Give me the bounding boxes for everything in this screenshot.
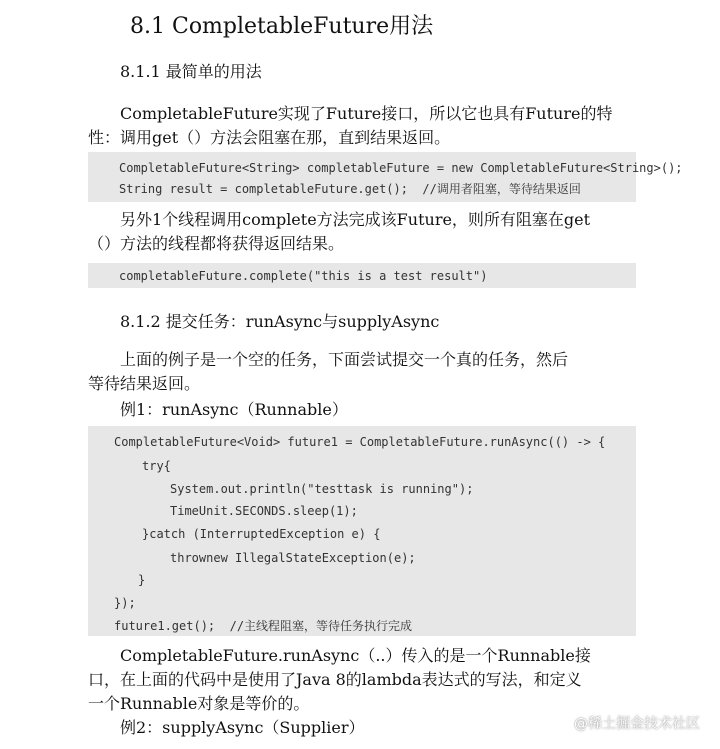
paragraph-line: 口，在上面的代码中是使用了Java 8的lambda表达式的写法，和定义: [88, 670, 582, 689]
code-block-complete: [88, 263, 636, 288]
code-line: completableFuture.complete("this is a test result"): [119, 269, 488, 283]
code-line: CompletableFuture<Void> future1 = CompletableFuture.runAsync(() -> {: [114, 435, 606, 449]
paragraph-line: CompletableFuture实现了Future接口，所以它也具有Future的特: [120, 104, 613, 123]
section-title: 8.1 CompletableFuture用法: [130, 14, 434, 39]
paragraph-line: 性：调用get（）方法会阻塞在那，直到结果返回。: [88, 128, 451, 147]
code-line: CompletableFuture<String> completableFuture = new CompletableFuture<String>();: [119, 161, 683, 175]
example-label-supplyasync: 例2：supplyAsync（Supplier）: [120, 718, 365, 737]
paragraph-complete-method: [88, 208, 636, 256]
example-label-runasync: 例1：runAsync（Runnable）: [120, 400, 348, 419]
paragraph-line: （）方法的线程都将获得返回结果。: [88, 234, 345, 253]
subsection-heading-8-1-1: 8.1.1 最简单的用法: [120, 62, 262, 81]
code-line: try{: [142, 459, 171, 473]
code-line: });: [114, 596, 136, 610]
paragraph-line: CompletableFuture.runAsync（..）传入的是一个Runnable接: [120, 646, 591, 665]
code-block-get: [88, 152, 683, 202]
paragraph-line: 一个Runnable对象是等价的。: [88, 694, 310, 713]
code-line: System.out.println("testtask is running");: [170, 482, 474, 496]
subsection-heading-8-1-2: 8.1.2 提交任务：runAsync与supplyAsync: [120, 312, 440, 331]
paragraph-runasync-explanation: [88, 644, 636, 716]
code-line: }: [138, 573, 146, 587]
code-line: future1.get(); //主线程阻塞，等待任务执行完成: [114, 619, 413, 633]
watermark: @稀土掘金技术社区: [574, 716, 700, 732]
code-block-runasync: [88, 426, 636, 636]
code-line: }catch (InterruptedException e) {: [142, 527, 381, 541]
paragraph-line: 等待结果返回。: [88, 374, 201, 393]
code-line: String result = completableFuture.get(); //调用者阻塞，等待结果返回: [119, 182, 581, 196]
code-line: thrownew IllegalStateException(e);: [170, 551, 416, 565]
paragraph-submit-task: [88, 348, 636, 396]
paragraph-line: 上面的例子是一个空的任务，下面尝试提交一个真的任务，然后: [120, 350, 569, 369]
paragraph-future-interface: [88, 102, 636, 150]
paragraph-line: 另外1个线程调用complete方法完成该Future，则所有阻塞在get: [120, 210, 591, 229]
code-line: TimeUnit.SECONDS.sleep(1);: [170, 504, 358, 518]
